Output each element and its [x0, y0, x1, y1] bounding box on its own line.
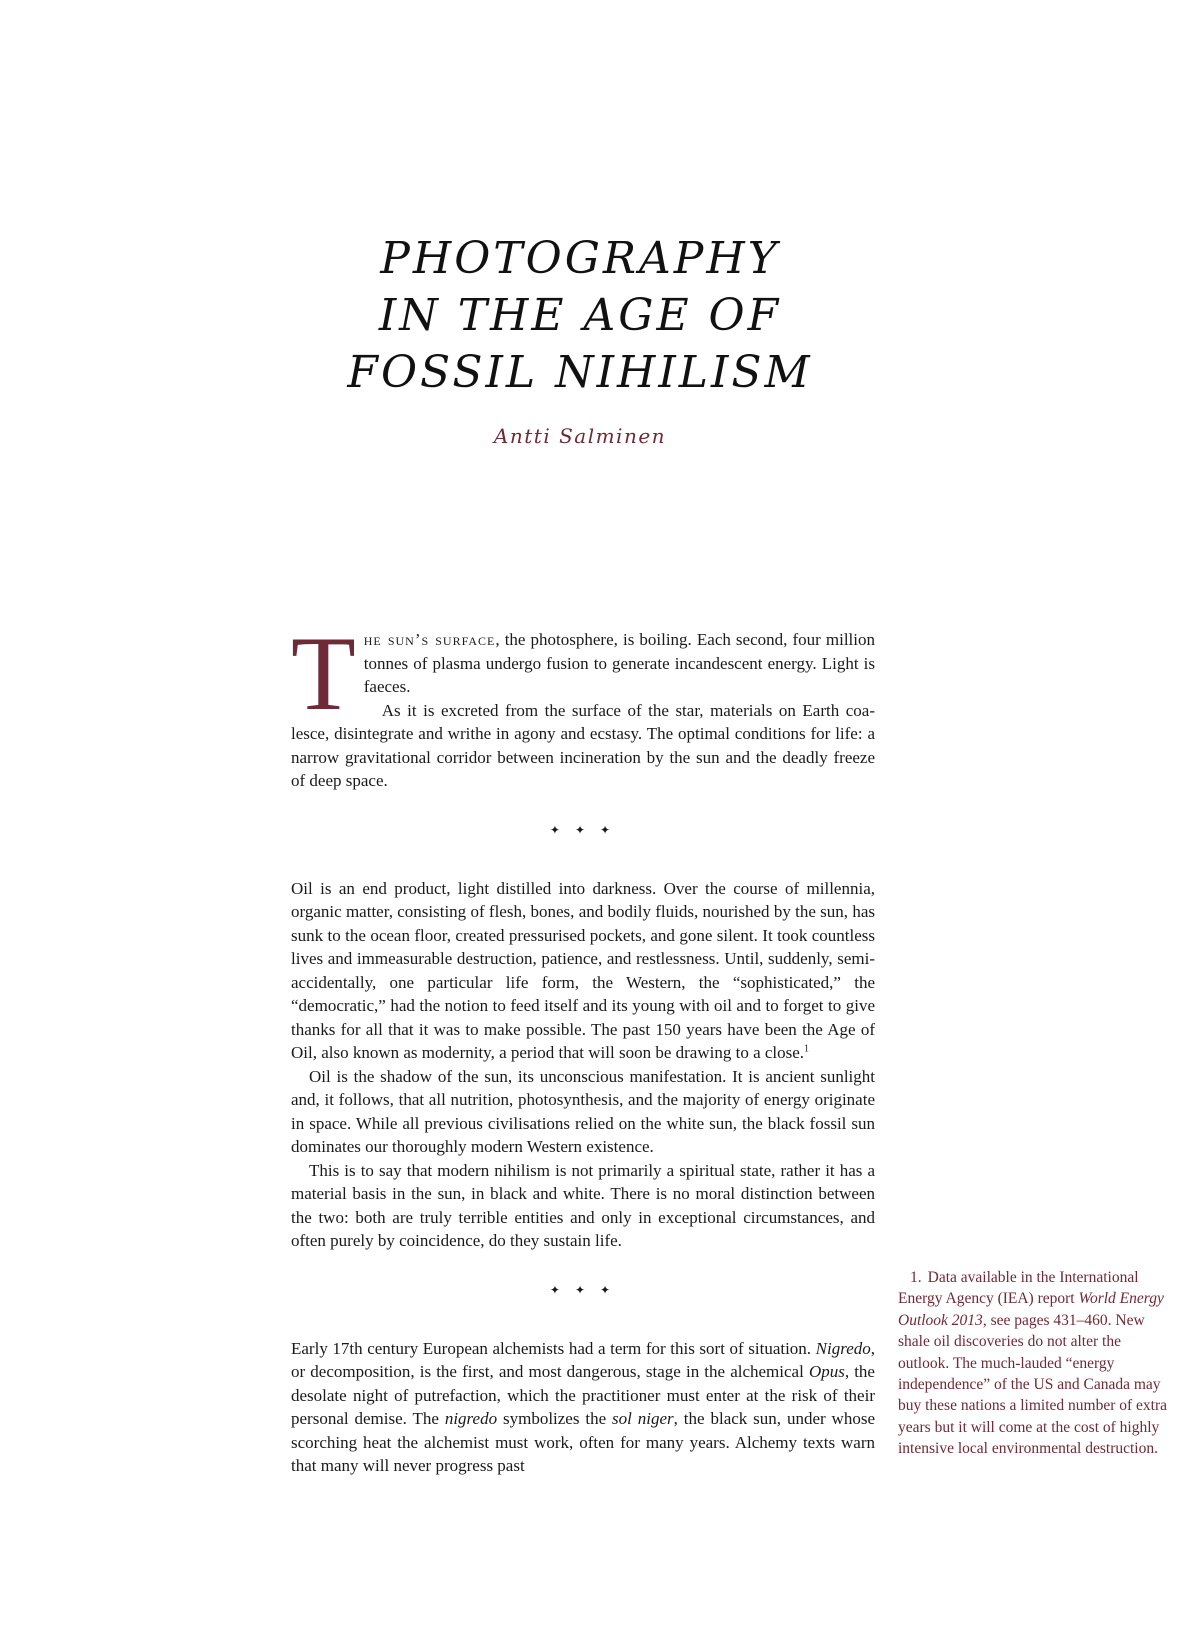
section-ornament: ✦ ✦ ✦	[549, 822, 617, 837]
main-column	[291, 615, 875, 1478]
text-run: , or decomposition, is the first, and most dangerous, stage in the alchemical	[291, 1338, 875, 1381]
title-line-3: FOSSIL NIHILISM	[347, 347, 813, 398]
footnote	[898, 1267, 1168, 1460]
italic-term: sol niger	[612, 1409, 674, 1428]
article-title	[0, 230, 1160, 401]
text-run: , the desolate night of putrefaction, which the practitioner must enter at the risk of their personal demise. The	[291, 1362, 875, 1428]
paragraph-text: Oil is an end product, light distilled into darkness. Over the course of millennia, organic matter, consisting of flesh, bones, and bodily fluids, nourished by the sun, has sunk to the ocean floor, created pressurised pockets, and gone silent. It took countless lives and immeasurable destruction, patience, and restlessness. Until, suddenly, semi-accidentally, one particular life form, the Western, the “sophisticated,” the “democratic,” had the notion to feed itself and its young with oil and to forget to give thanks for all that it was to make possible. The past 150 years have been the Age of Oil, also known as modernity, a period that will soon be drawing to a close.	[291, 878, 875, 1062]
italic-term: nigredo	[444, 1409, 498, 1428]
drop-cap: T	[291, 615, 356, 732]
lead-smallcaps: he sun’s surface	[363, 630, 496, 649]
footnote-italic: World Energy Outlook 2013	[898, 1290, 1164, 1329]
author-name: Antti Salminen	[493, 424, 667, 448]
footnote-text: , see pages 431–460. New shale oil discoveries do not alter the outlook. The much-lauded “energy independence” of the US and Canada may buy these nations a limited number of extra years but it will come at the cost of highly intensive local environmental destruction.	[898, 1311, 1168, 1458]
footnote-number: 1.	[910, 1269, 922, 1286]
footnote-text: Data available in the International Energy Agency (IEA) report	[898, 1269, 1139, 1308]
paragraph: This is to say that modern nihilism is not primarily a spiritual state, rather it has a material basis in the sun, in black and white. There is no moral distinction between the two: both are truly terrible entities and only in exceptional circumstances, and often purely by coincidence, do they sustain life.	[291, 1160, 875, 1250]
paragraph-opening	[291, 615, 875, 732]
text-run: , the black sun, under whose scorching heat the alchemist must work, often for many years. Alchemy texts warn that many will never progress past	[291, 1409, 875, 1475]
section-ornament: ✦ ✦ ✦	[549, 1282, 617, 1297]
opening-text: , the photosphere, is boiling. Each second, four million tonnes of plasma undergo fusion to generate incandescent energy. Light is faeces.	[363, 630, 875, 696]
italic-term: Opus	[808, 1362, 845, 1381]
paragraph	[291, 1337, 875, 1478]
title-line-2: IN THE AGE OF	[378, 290, 782, 341]
italic-term: Nigredo	[815, 1338, 871, 1358]
title-line-1: PHOTOGRAPHY	[380, 233, 780, 284]
paragraph: As it is excreted from the surface of the star, materials on Earth coalesce, disintegrate and writhe in agony and ecstasy. The optimal conditions for life: a narrow gravitational corridor between incineration by the sun and the deadly freeze of deep space.	[291, 700, 875, 790]
paragraph	[291, 877, 875, 1065]
paragraph: Oil is the shadow of the sun, its unconscious manifestation. It is ancient sunlight and, it follows, that all nutrition, photosynthesis, and the majority of energy originate in space. While all previous civilisations relied on the white sun, the black fossil sun dominates our thoroughly modern Western existence.	[291, 1066, 875, 1156]
text-run: Early 17th century European alchemists had a term for this sort of situation.	[291, 1338, 816, 1358]
footnote-reference[interactable]: 1	[804, 1043, 810, 1055]
text-run: symbolizes the	[497, 1409, 613, 1428]
